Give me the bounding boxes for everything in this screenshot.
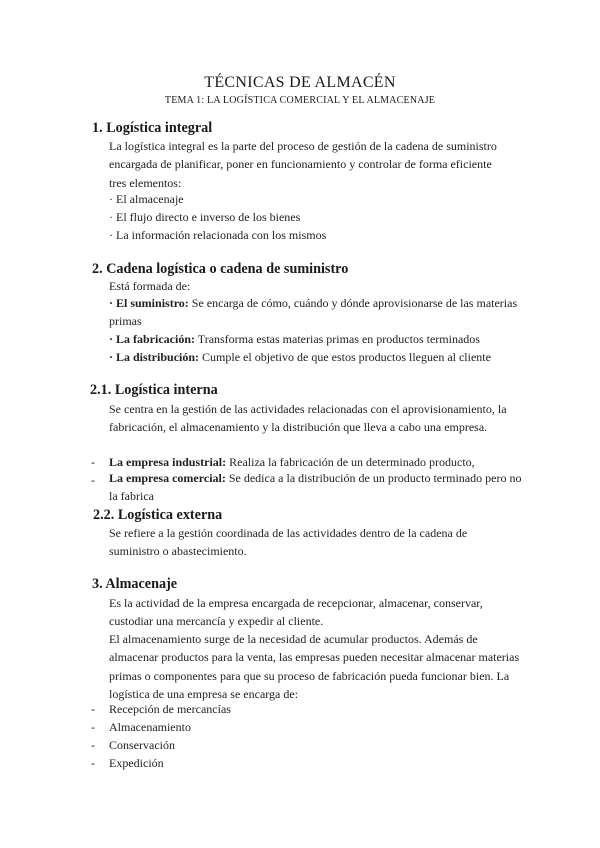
dash-marker: -	[91, 720, 95, 734]
dash-marker: -	[91, 702, 95, 716]
section-2-1-paragraph: Se centra en la gestión de las actividades relacionadas con el aprovisionamiento, la fabricación, el almacenamiento y la distribución que lleva a cabo una empresa.	[109, 402, 507, 435]
section-2-1-item	[109, 469, 524, 506]
section-2-heading: 2. Cadena logística o cadena de suministro	[92, 261, 349, 277]
dash-marker: -	[91, 738, 95, 752]
section-3-paragraph-1: Es la actividad de la empresa encargada de recepcionar, almacenar, conservar, custodiar una mercancía y expedir al cliente.	[109, 596, 483, 629]
section-1-bullet: · El flujo directo e inverso de los bienes	[109, 210, 301, 224]
section-3-paragraph-2: El almacenamiento surge de la necesidad de acumular productos. Además de almacenar productos para la venta, las empresas pueden necesitar almacenar materias primas o componentes para que su proceso de fabricación pueda funcionar bien. La logística de una empresa se encarga de:	[109, 632, 520, 702]
section-2-item	[109, 332, 480, 347]
dash-marker: -	[91, 756, 95, 770]
section-1-heading: 1. Logística integral	[92, 120, 213, 136]
section-3-heading: 3. Almacenaje	[92, 576, 178, 592]
section-2-item	[109, 350, 491, 365]
item-text: Cumple el objetivo de que estos productos lleguen al cliente	[199, 350, 491, 364]
section-3-item: Almacenamiento	[109, 720, 191, 734]
section-1-bullet: · La información relacionada con los mismos	[109, 228, 327, 242]
dash-marker: -	[91, 455, 95, 469]
dash-marker: -	[91, 473, 95, 487]
item-text: Transforma estas materias primas en productos terminados	[195, 332, 480, 346]
section-2-item	[109, 294, 519, 331]
item-text: Realiza la fabricación de un determinado producto,	[226, 455, 475, 469]
section-3-item: Conservación	[109, 738, 175, 752]
item-term: · El suministro:	[109, 296, 189, 310]
section-2-1-item	[109, 455, 475, 470]
section-1-paragraph: La logística integral es la parte del proceso de gestión de la cadena de suministro encargada de planificar, poner en funcionamiento y controlar de forma eficiente tres elementos:	[109, 139, 497, 190]
item-text: Se encarga de cómo, cuándo y dónde aprovisionarse de las materias primas	[109, 296, 518, 329]
document-title: TÉCNICAS DE ALMACÉN	[204, 74, 396, 91]
item-term: · La distribución:	[109, 350, 200, 364]
section-3-item: Recepción de mercancías	[109, 702, 231, 716]
section-2-2-paragraph: Se refiere a la gestión coordinada de las actividades dentro de la cadena de suministro o abastecimiento.	[109, 526, 468, 559]
section-2-1-heading: 2.1. Logística interna	[90, 382, 218, 398]
section-2-intro: Está formada de:	[109, 279, 191, 293]
item-term: La empresa comercial:	[109, 471, 226, 485]
section-2-2-heading: 2.2. Logística externa	[93, 507, 223, 523]
section-3-item: Expedición	[109, 756, 164, 770]
item-term: · La fabricación:	[109, 332, 195, 346]
item-term: La empresa industrial:	[109, 455, 227, 469]
item-text: Se dedica a la distribución de un producto terminado pero no la fabrica	[109, 471, 522, 504]
section-1-bullet: · El almacenaje	[109, 192, 184, 206]
document-subtitle: TEMA 1: LA LOGÍSTICA COMERCIAL Y EL ALMACENAJE	[164, 95, 436, 106]
